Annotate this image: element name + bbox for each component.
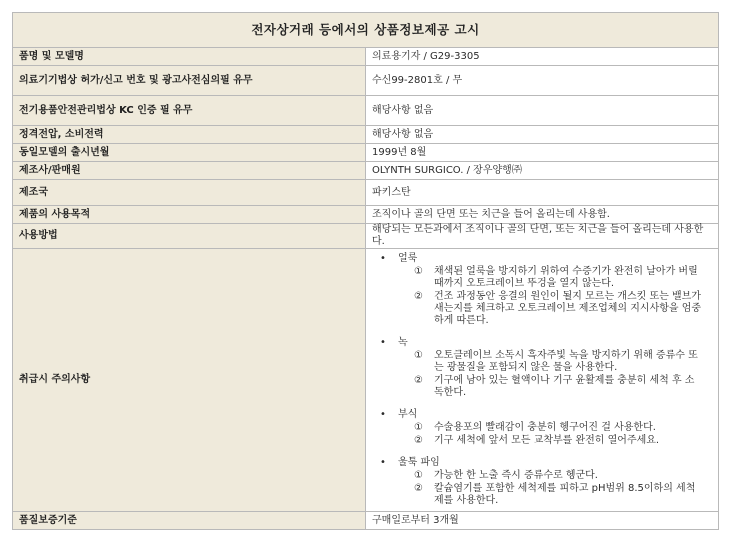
manufacturer-row [13, 162, 719, 180]
item-text: 오토클레이브 소독시 흑자주빛 녹을 방지하기 위해 증류수 또는 광물질을 포함되지 않은 물을 사용한다. [434, 350, 698, 373]
caution-section [380, 337, 710, 399]
item-number: ① [414, 350, 423, 361]
caution-row [13, 249, 719, 512]
section-heading-text: 얼룩 [398, 253, 418, 264]
caution-item [380, 291, 710, 327]
caution-section [380, 409, 710, 447]
release-date-row [13, 144, 719, 162]
row-value: 해당사항 없음 [366, 96, 719, 126]
item-number: ① [414, 422, 423, 433]
caution-item [380, 470, 710, 482]
section-heading-text: 녹 [398, 337, 408, 348]
caution-label: 취급시 주의사항 [13, 249, 366, 512]
row-value: 1999년 8월 [366, 144, 719, 162]
warranty-label: 품질보증기준 [13, 512, 366, 530]
row-label: 제조국 [13, 180, 366, 206]
section-heading-text: 울툭 파임 [398, 457, 440, 468]
caution-section-heading [380, 337, 710, 349]
voltage-row [13, 126, 719, 144]
item-text: 기구에 남아 있는 혈액이나 기구 윤활제를 충분히 세척 후 소독한다. [434, 375, 695, 398]
product-info-table [12, 12, 719, 530]
purpose-row [13, 206, 719, 224]
caution-section [380, 253, 710, 327]
row-label: 사용방법 [13, 224, 366, 249]
item-text: 채색된 얼룩을 방지하기 위하여 수증기가 완전히 날아가 버릴 때까지 오토크레이브 뚜겅을 열지 않는다. [434, 266, 698, 289]
row-value: 해당되는 모든과에서 조직이나 골의 단면, 또는 치근을 들어 올리는데 사용한다. [366, 224, 719, 249]
item-number: ② [414, 483, 423, 494]
item-number: ① [414, 266, 423, 277]
row-value: 수신99-2801호 / 무 [366, 66, 719, 96]
item-text: 건조 과정동안 응결의 원인이 될지 모르는 개스킷 또는 밸브가 새는지를 체크하고 오토크레이브 제조업체의 지시사항을 엄중하게 따른다. [434, 291, 702, 326]
item-text: 기구 세척에 앞서 모든 교착부를 완전히 열어주세요. [434, 435, 660, 446]
title-row [13, 13, 719, 48]
item-number: ② [414, 375, 423, 386]
caution-section [380, 457, 710, 507]
warranty-value: 구매일로부터 3개월 [366, 512, 719, 530]
item-text: 수술용포의 빨래감이 충분히 헹구어진 걸 사용한다. [434, 422, 656, 433]
product-name-row [13, 48, 719, 66]
item-text: 칼슘염기를 포함한 세척제를 피하고 pH범위 8.5이하의 세척제를 사용한다. [434, 483, 696, 506]
license-row [13, 66, 719, 96]
warranty-row [13, 512, 719, 530]
caution-item [380, 350, 710, 374]
caution-item [380, 483, 710, 507]
row-label: 품명 및 모델명 [13, 48, 366, 66]
row-label: 전기용품안전관리법상 KC 인증 필 유무 [13, 96, 366, 126]
bullet-icon: • [380, 457, 386, 468]
caution-section-heading [380, 253, 710, 265]
caution-item [380, 266, 710, 290]
item-number: ② [414, 435, 423, 446]
kc-cert-row [13, 96, 719, 126]
caution-item [380, 375, 710, 399]
row-label: 정격전압, 소비전력 [13, 126, 366, 144]
row-value: 조직이나 골의 단면 또는 치근을 들어 올리는데 사용함. [366, 206, 719, 224]
row-value: OLYNTH SURGICO. / 장우양행㈜ [366, 162, 719, 180]
row-label: 의료기기법상 허가/신고 번호 및 광고사전심의필 유무 [13, 66, 366, 96]
product-info-notice [12, 12, 719, 530]
item-text: 가능한 한 노출 즉시 증류수로 헹군다. [434, 470, 598, 481]
caution-notes [366, 249, 719, 512]
item-number: ① [414, 470, 423, 481]
row-value: 의료용기자 / G29-3305 [366, 48, 719, 66]
section-heading-text: 부식 [398, 409, 418, 420]
bullet-icon: • [380, 253, 386, 264]
row-value: 파키스탄 [366, 180, 719, 206]
caution-item [380, 435, 710, 447]
row-label: 제품의 사용목적 [13, 206, 366, 224]
item-number: ② [414, 291, 423, 302]
row-label: 제조사/판매원 [13, 162, 366, 180]
row-label: 동일모델의 출시년월 [13, 144, 366, 162]
origin-row [13, 180, 719, 206]
caution-section-heading [380, 409, 710, 421]
row-value: 해당사항 없음 [366, 126, 719, 144]
caution-section-heading [380, 457, 710, 469]
bullet-icon: • [380, 409, 386, 420]
usage-row [13, 224, 719, 249]
bullet-icon: • [380, 337, 386, 348]
table-title: 전자상거래 등에서의 상품정보제공 고시 [13, 13, 719, 48]
caution-item [380, 422, 710, 434]
